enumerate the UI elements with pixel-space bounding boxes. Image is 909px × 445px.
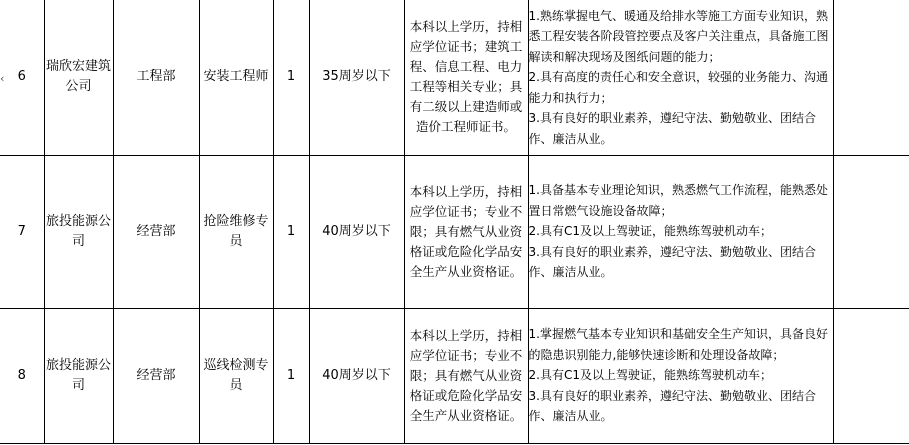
duty-item: 1.熟练掌握电气、暖通及给排水等施工方面专业知识，熟悉工程安装各阶段管控要点及客户关注重点，具备施工图解读和解决现场及图纸问题的能力； [528,8,829,64]
row-number: 8 [0,308,44,443]
duties-cell [528,0,833,155]
requirements-cell: 本科以上学历，持相应学位证书；建筑工程、信息工程、电力工程等相关专业；具有二级以上建造师或造价工程师证书。 [404,0,528,155]
duty-item: 1.具备基本专业理论知识，熟悉燃气工作流程，能熟悉处置日常燃气设施设备故障； [528,183,828,218]
duty-item: 2.具有C1及以上驾驶证，能熟练驾驶机动车； [528,224,772,239]
table-row [0,155,909,308]
edge-mark: ‹ [0,72,5,85]
count-cell: 1 [273,308,309,443]
duty-item: 1.掌握燃气基本专业知识和基础安全生产知识，具备良好的隐患识别能力,能够快速诊断和处理设备故障； [528,327,828,362]
notes-cell [833,308,909,443]
position-cell: 安装工程师 [199,0,273,155]
notes-cell [833,155,909,308]
duty-item: 2.具有C1及以上驾驶证，能熟练驾驶机动车； [528,368,772,383]
company-cell: 旅投能源公司 [44,308,113,443]
row-number: 6 [0,0,44,155]
age-cell: 40周岁以下 [309,308,404,443]
table-row [0,308,909,443]
position-cell: 抢险维修专员 [199,155,273,308]
age-cell: 35周岁以下 [309,0,404,155]
position-cell: 巡线检测专员 [199,308,273,443]
duty-item: 3.具有良好的职业素养，遵纪守法、勤勉敬业、团结合作、廉洁从业。 [528,388,816,424]
count-cell: 1 [273,0,309,155]
row-number: 7 [0,155,44,308]
company-cell: 瑞欣宏建筑公司 [44,0,113,155]
count-cell: 1 [273,155,309,308]
table-row [0,0,909,155]
notes-cell [833,0,909,155]
duty-item: 3.具有良好的职业素养，遵纪守法、勤勉敬业、团结合作、廉洁从业。 [528,111,816,146]
requirements-cell: 本科以上学历，持相应学位证书；专业不限；具有燃气从业资格证或危险化学品安全生产从业资格证。 [404,308,528,443]
duty-item: 2.具有高度的责任心和安全意识，较强的业务能力、沟通能力和执行力； [528,70,828,105]
requirements-cell: 本科以上学历，持相应学位证书；专业不限；具有燃气从业资格证或危险化学品安全生产从业资格证。 [404,155,528,308]
duty-item: 3.具有良好的职业素养，遵纪守法、勤勉敬业、团结合作、廉洁从业。 [528,244,816,280]
company-cell: 旅投能源公司 [44,155,113,308]
department-cell: 经营部 [113,155,199,308]
age-cell: 40周岁以下 [309,155,404,308]
department-cell: 工程部 [113,0,199,155]
department-cell: 经营部 [113,308,199,443]
duties-cell [528,308,833,443]
duties-cell [528,155,833,308]
